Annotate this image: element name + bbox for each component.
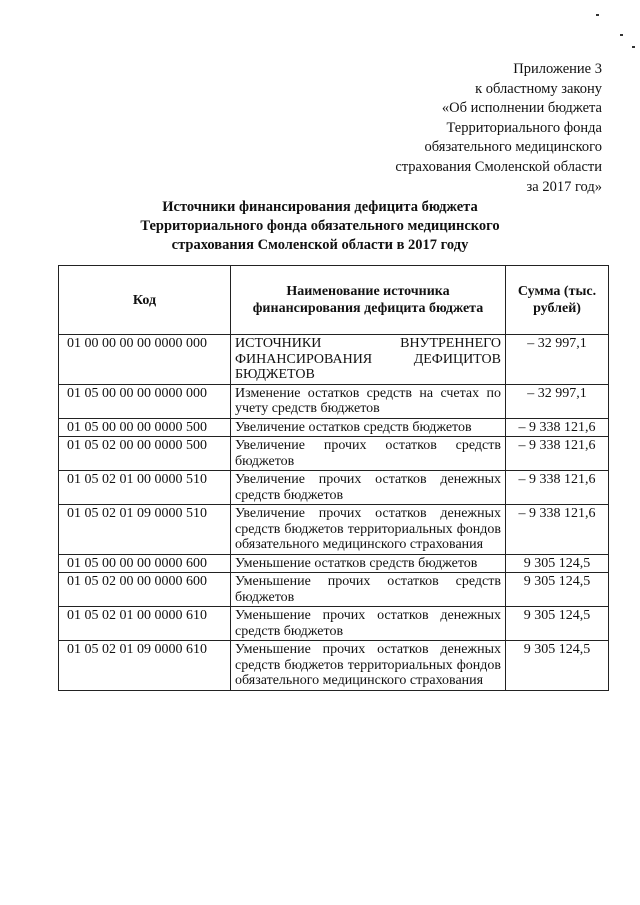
cell-name: Увеличение прочих остатков денежных средств бюджетов территориальных фондов обязательного медицинского страхования: [231, 505, 506, 555]
appendix-line: обязательного медицинского: [424, 139, 602, 156]
cell-amount: 9 305 124,5: [506, 554, 609, 573]
cell-amount: – 9 338 121,6: [506, 437, 609, 471]
cell-amount: – 9 338 121,6: [506, 505, 609, 555]
cell-code: 01 05 00 00 00 0000 600: [59, 554, 231, 573]
appendix-line: Приложение 3: [513, 61, 602, 77]
cell-amount: – 32 997,1: [506, 384, 609, 418]
cell-amount: – 9 338 121,6: [506, 471, 609, 505]
table-row: [59, 437, 609, 471]
cell-code: 01 05 02 01 09 0000 510: [59, 505, 231, 555]
table-row: [59, 418, 609, 437]
table-row: [59, 607, 609, 641]
cell-code: 01 05 00 00 00 0000 000: [59, 384, 231, 418]
table-row: [59, 505, 609, 555]
header-amount: Сумма (тыс. рублей): [506, 266, 609, 335]
appendix-note: [322, 60, 602, 197]
scan-mark: [620, 34, 623, 36]
appendix-line: за 2017 год»: [526, 178, 602, 195]
appendix-line: к областному закону: [475, 80, 602, 97]
cell-name: ИСТОЧНИКИ ВНУТРЕННЕГО ФИНАНСИРОВАНИЯ ДЕФИЦИТОВ БЮДЖЕТОВ: [231, 335, 506, 385]
cell-code: 01 05 00 00 00 0000 500: [59, 418, 231, 437]
scan-mark: [596, 14, 599, 16]
table-row: [59, 573, 609, 607]
cell-code: 01 05 02 01 00 0000 510: [59, 471, 231, 505]
table-row: [59, 335, 609, 385]
table-row: [59, 471, 609, 505]
table-row: [59, 384, 609, 418]
cell-name: Увеличение остатков средств бюджетов: [231, 418, 506, 437]
appendix-line: Территориального фонда: [446, 119, 602, 136]
scan-mark: [632, 46, 635, 48]
cell-amount: 9 305 124,5: [506, 607, 609, 641]
title-line: Источники финансирования дефицита бюджета: [162, 199, 478, 215]
cell-code: 01 05 02 01 00 0000 610: [59, 607, 231, 641]
document-title: [0, 198, 640, 255]
cell-name: Уменьшение прочих остатков средств бюджетов: [231, 573, 506, 607]
title-line: Территориального фонда обязательного медицинского: [140, 218, 500, 234]
cell-amount: – 32 997,1: [506, 335, 609, 385]
cell-name: Уменьшение прочих остатков денежных средств бюджетов территориальных фондов обязательного медицинского страхования: [231, 641, 506, 691]
appendix-line: «Об исполнении бюджета: [441, 100, 602, 117]
cell-name: Уменьшение остатков средств бюджетов: [231, 554, 506, 573]
table-row: [59, 641, 609, 691]
deficit-sources-table: [58, 265, 609, 691]
appendix-line: страхования Смоленской области: [395, 158, 602, 175]
cell-name: Уменьшение прочих остатков денежных средств бюджетов: [231, 607, 506, 641]
cell-amount: 9 305 124,5: [506, 641, 609, 691]
cell-code: 01 00 00 00 00 0000 000: [59, 335, 231, 385]
cell-amount: – 9 338 121,6: [506, 418, 609, 437]
cell-code: 01 05 02 00 00 0000 500: [59, 437, 231, 471]
table-row: [59, 554, 609, 573]
header-name: Наименование источника финансирования дефицита бюджета: [231, 266, 506, 335]
cell-amount: 9 305 124,5: [506, 573, 609, 607]
cell-code: 01 05 02 00 00 0000 600: [59, 573, 231, 607]
cell-name: Увеличение прочих остатков денежных средств бюджетов: [231, 471, 506, 505]
header-code: Код: [59, 266, 231, 335]
cell-name: Увеличение прочих остатков средств бюджетов: [231, 437, 506, 471]
cell-name: Изменение остатков средств на счетах по учету средств бюджетов: [231, 384, 506, 418]
title-line: страхования Смоленской области в 2017 году: [171, 237, 469, 253]
cell-code: 01 05 02 01 09 0000 610: [59, 641, 231, 691]
table-header-row: [59, 266, 609, 335]
